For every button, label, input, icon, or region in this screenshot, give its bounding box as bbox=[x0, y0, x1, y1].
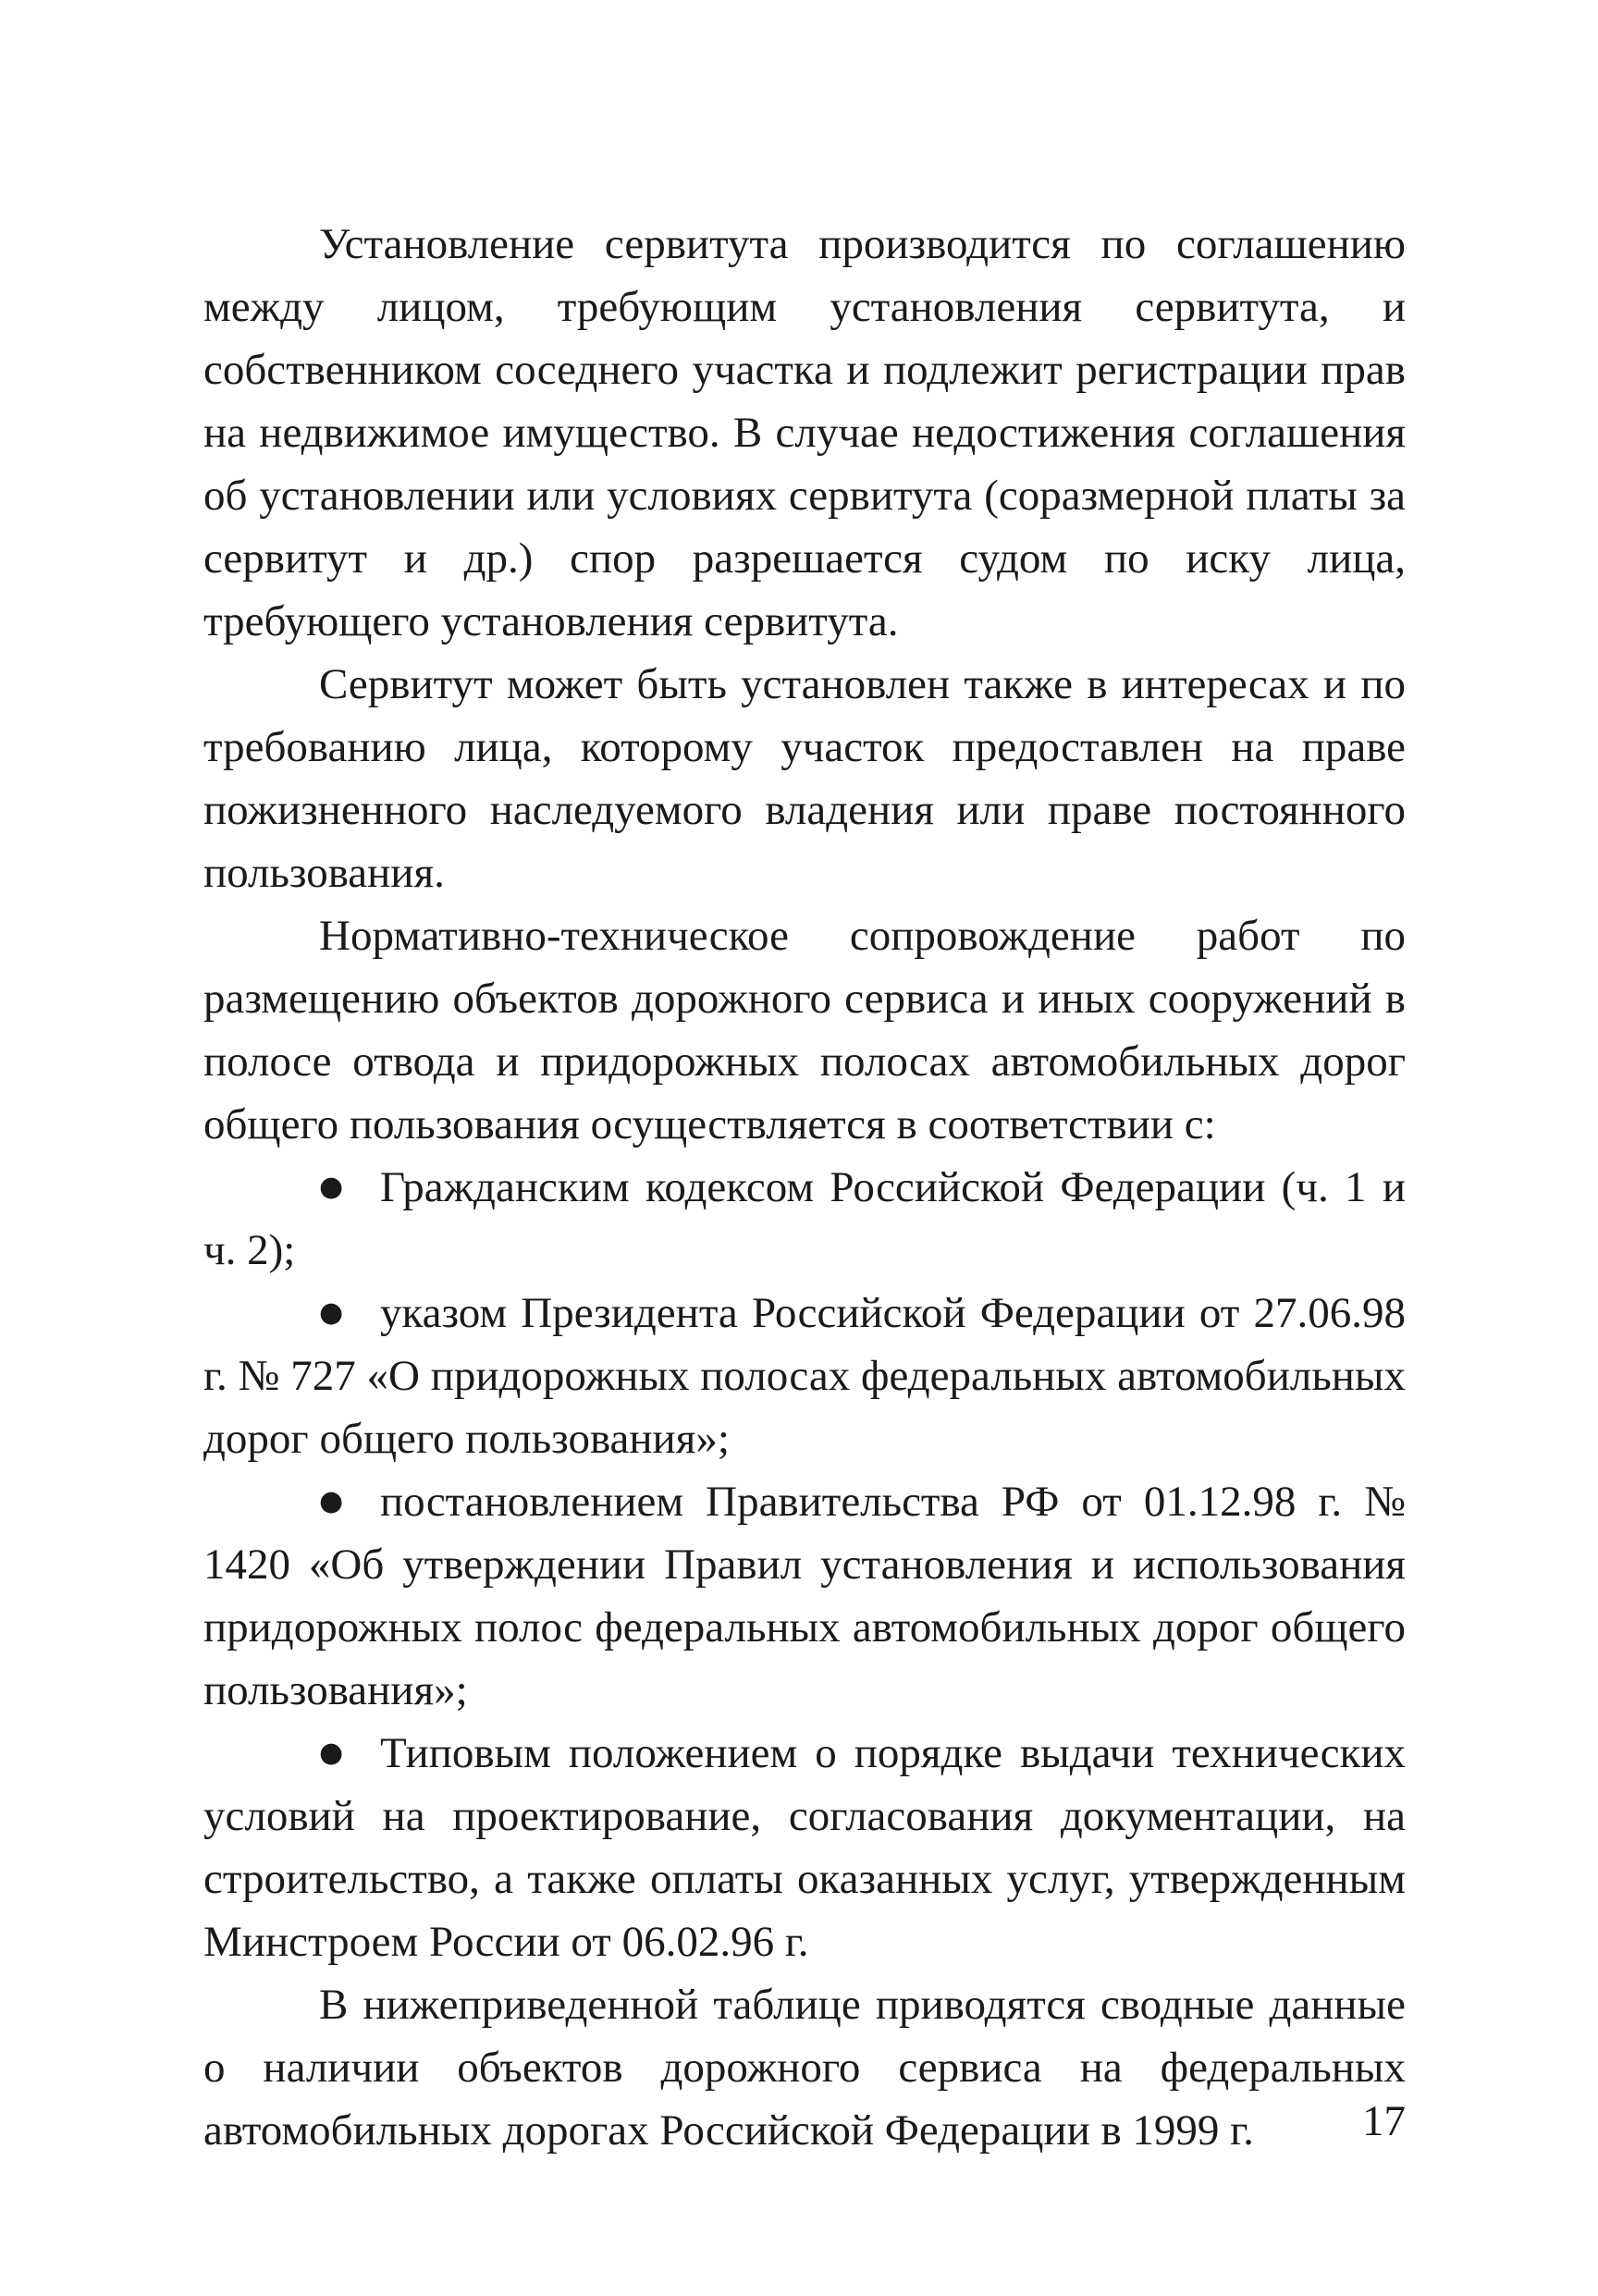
list-item-text: Типовым положением о порядке выдачи технических условий на проектирование, согласования документации, на строительство, а также оплаты оказанных услуг, утвержденным Минстроем России от 06.02.96 г. bbox=[203, 1729, 1406, 1966]
bullet-icon: ● bbox=[319, 1737, 344, 1769]
regulations-list bbox=[203, 1156, 1406, 1973]
list-item-text: постановлением Правительства РФ от 01.12.98 г. № 1420 «Об утверждении Правил установления и использования придорожных полос федеральных автомобильных дорог общего пользования»; bbox=[203, 1478, 1406, 1714]
paragraph-summary-table-intro: В нижеприведенной таблице приводятся сводные данные о наличии объектов дорожного сервиса на федеральных автомобильных дорогах Российской Федерации в 1999 г. bbox=[203, 1981, 1406, 2155]
body-text bbox=[203, 213, 1406, 2162]
list-item bbox=[203, 1156, 1406, 1282]
bullet-icon: ● bbox=[319, 1485, 344, 1517]
list-item bbox=[203, 1722, 1406, 1973]
page-number: 17 bbox=[1362, 2097, 1406, 2145]
paragraph-servitude-interest: Сервитут может быть установлен также в интересах и по требованию лица, которому участок предоставлен на праве пожизненного наследуемого владения или праве постоянного пользования. bbox=[203, 660, 1406, 897]
paragraph-servitude-establishment: Установление сервитута производится по соглашению между лицом, требующим установления сервитута, и собственником соседнего участка и подлежит регистрации прав на недвижимое имущество. В случае недостижения соглашения об установлении или условиях сервитута (соразмерной платы за сервитут и др.) спор разрешается судом по иску лица, требующего установления сервитута. bbox=[203, 220, 1406, 645]
list-item-text: указом Президента Российской Федерации от 27.06.98 г. № 727 «О придорожных полосах федеральных автомобильных дорог общего пользования»; bbox=[203, 1289, 1406, 1463]
bullet-icon: ● bbox=[319, 1171, 344, 1203]
bullet-icon: ● bbox=[319, 1296, 344, 1329]
list-item bbox=[203, 1470, 1406, 1722]
list-item-text: Гражданским кодексом Российской Федерации (ч. 1 и ч. 2); bbox=[203, 1163, 1406, 1274]
paragraph-normative-support: Нормативно-техническое сопровождение работ по размещению объектов дорожного сервиса и иных сооружений в полосе отвода и придорожных полосах автомобильных дорог общего пользования осуществляется в соответствии с: bbox=[203, 912, 1406, 1148]
list-item bbox=[203, 1282, 1406, 1470]
